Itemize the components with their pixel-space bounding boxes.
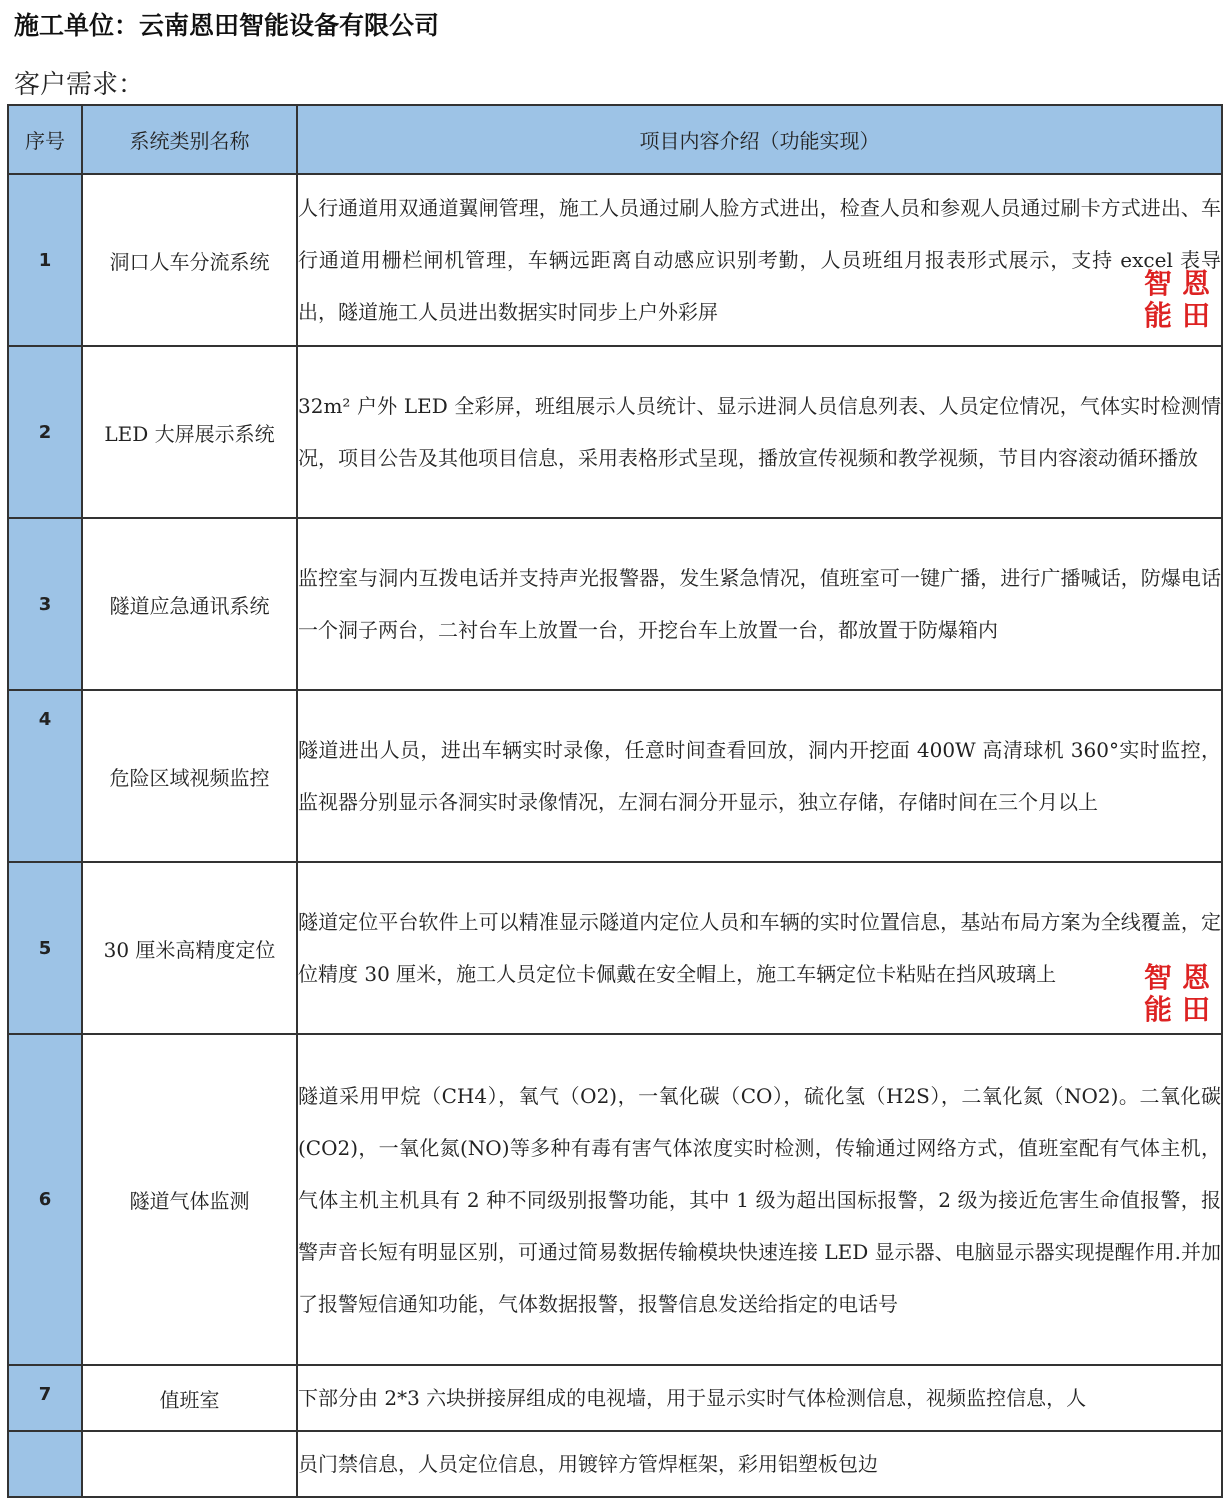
company-title: 施工单位：云南恩田智能设备有限公司 (14, 11, 440, 40)
content-cell (297, 862, 1222, 1034)
content-text: 下部分由 2*3 六块拼接屏组成的电视墙，用于显示实时气体检测信息，视频监控信息，人 (298, 1386, 1087, 1410)
system-name: 隧道气体监测 (82, 1034, 297, 1365)
table-header-row (8, 105, 1222, 174)
row-number: 6 (8, 1034, 82, 1365)
content-text: 隧道进出人员，进出车辆实时录像，任意时间查看回放，洞内开挖面 400W 高清球机 360°实时监控，监视器分别显示各洞实时录像情况，左洞右洞分开显示，独立存储，存储时间在三个月以上 (298, 738, 1221, 814)
table-row (8, 1365, 1222, 1431)
header-content: 项目内容介绍（功能实现） (297, 105, 1222, 174)
system-name: 隧道应急通讯系统 (82, 518, 297, 690)
system-name: 洞口人车分流系统 (82, 174, 297, 346)
table-row (8, 1034, 1222, 1365)
table-row (8, 174, 1222, 346)
content-cell (297, 690, 1222, 862)
content-text: 人行通道用双通道翼闸管理，施工人员通过刷人脸方式进出，检查人员和参观人员通过刷卡方式进出、车行通道用栅栏闸机管理，车辆远距离自动感应识别考勤，人员班组月报表形式展示，支持 excel 表导出，隧道施工人员进出数据实时同步上户外彩屏 (298, 196, 1221, 324)
row-number (8, 1431, 82, 1497)
table-row (8, 518, 1222, 690)
row-number: 7 (8, 1365, 82, 1431)
header-system-name: 系统类别名称 (82, 105, 297, 174)
system-name (82, 1431, 297, 1497)
content-text: 隧道采用甲烷（CH4），氧气（O2)，一氧化碳（CO），硫化氢（H2S），二氧化氮（NO2)。二氧化碳(CO2)，一氧化氮(NO)等多种有毒有害气体浓度实时检测，传输通过网络方式，值班室配有气体主机，气体主机主机具有 2 种不同级别报警功能，其中 1 级为超出国标报警，2 级为接近危害生命值报警，报警声音长短有明显区别，可通过简易数据传输模块快速连接 LED 显示器、电脑显示器实现提醒作用.并加了报警短信通知功能，气体数据报警，报警信息发送给指定的电话号 (298, 1083, 1221, 1316)
content-cell (297, 1431, 1222, 1497)
content-cell (297, 346, 1222, 518)
content-cell (297, 1365, 1222, 1431)
header-number: 序号 (8, 105, 82, 174)
content-text: 隧道定位平台软件上可以精准显示隧道内定位人员和车辆的实时位置信息，基站布局方案为全线覆盖，定位精度 30 厘米，施工人员定位卡佩戴在安全帽上，施工车辆定位卡粘贴在挡风玻璃上 (298, 910, 1221, 986)
content-cell (297, 518, 1222, 690)
requirements-table (7, 104, 1223, 1498)
content-text: 员门禁信息，人员定位信息，用镀锌方管焊框架，彩用铝塑板包边 (298, 1452, 878, 1476)
table-row (8, 346, 1222, 518)
row-number: 3 (8, 518, 82, 690)
company-seal-stamp: 智 恩 能 田 (1143, 267, 1210, 332)
system-name: LED 大屏展示系统 (82, 346, 297, 518)
requirement-label: 客户需求： (14, 70, 145, 100)
system-name: 危险区域视频监控 (82, 690, 297, 862)
table-row (8, 862, 1222, 1034)
row-number: 4 (8, 690, 82, 862)
company-seal-stamp: 智 恩 能 田 (1143, 961, 1210, 1026)
content-cell (297, 174, 1222, 346)
content-text: 监控室与洞内互拨电话并支持声光报警器，发生紧急情况，值班室可一键广播，进行广播喊话，防爆电话一个洞子两台，二衬台车上放置一台，开挖台车上放置一台，都放置于防爆箱内 (298, 566, 1221, 642)
row-number: 2 (8, 346, 82, 518)
system-name: 值班室 (82, 1365, 297, 1431)
row-number: 1 (8, 174, 82, 346)
row-number: 5 (8, 862, 82, 1034)
table-row (8, 1431, 1222, 1497)
content-text: 32m² 户外 LED 全彩屏，班组展示人员统计、显示进洞人员信息列表、人员定位情况，气体实时检测情况，项目公告及其他项目信息，采用表格形式呈现，播放宣传视频和教学视频，节目内容滚动循环播放 (298, 394, 1221, 470)
content-cell (297, 1034, 1222, 1365)
table-row (8, 690, 1222, 862)
system-name: 30 厘米高精度定位 (82, 862, 297, 1034)
